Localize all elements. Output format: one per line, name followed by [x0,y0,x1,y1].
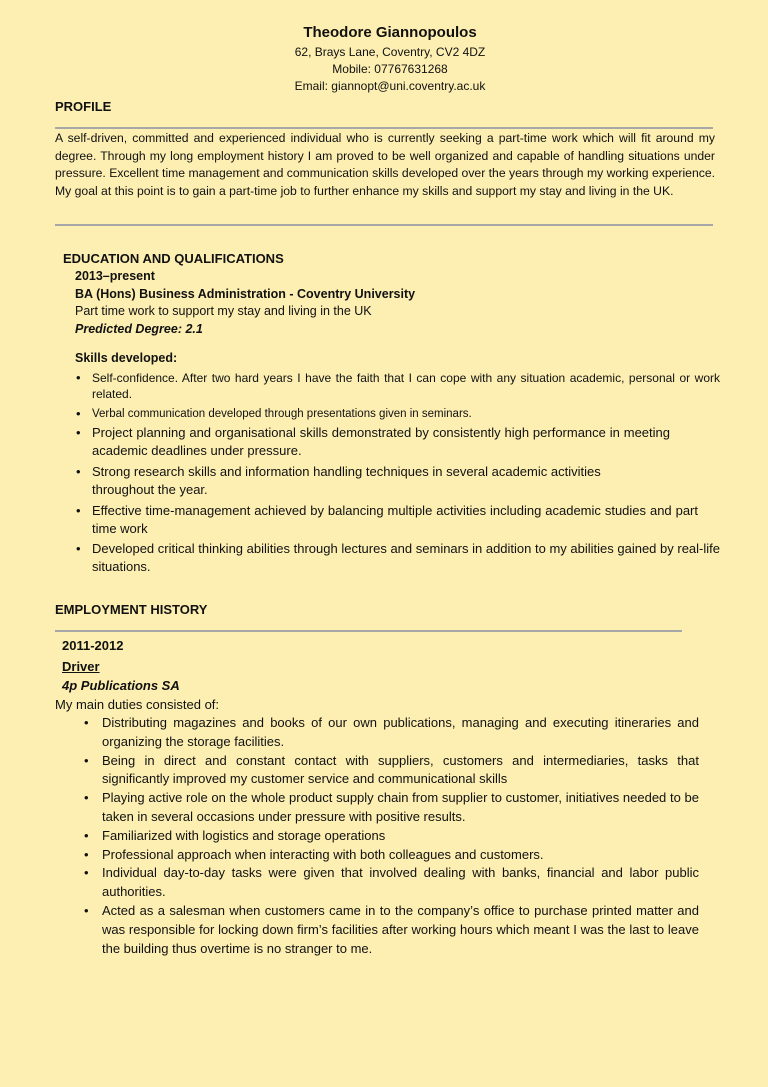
employment-divider [55,630,682,632]
education-period: 2013–present [75,269,155,283]
candidate-name: Theodore Giannopoulos [303,24,477,41]
list-item: • Verbal communication developed through presentations given in seminars. [76,405,472,421]
list-item: • Being in direct and constant contact with suppliers, customers and intermediaries, tasks that significantly improved my customer service and communicational skills [84,752,699,787]
predicted-degree: Predicted Degree: 2.1 [75,321,203,336]
education-note: Part time work to support my stay and living in the UK [75,304,372,318]
company-name: 4p Publications SA [62,678,180,693]
bullet-icon: • [84,752,89,768]
profile-bottom-divider [55,224,713,226]
profile-heading: PROFILE [55,99,112,114]
degree-title: BA (Hons) Business Administration - Coventry University [75,286,416,301]
bullet-icon: • [84,902,89,918]
list-item: • Playing active role on the whole product supply chain from supplier to customer, initiatives needed to be taken in several occasions under pressure with positive results. [84,790,699,824]
list-item: • Self-confidence. After two hard years I have the faith that I can cope with any situation academic, personal or work related. [76,369,720,401]
list-item: • Professional approach when interacting with both colleagues and customers. [83,846,699,865]
list-item: • Acted as a salesman when customers came in to the company’s office to purchase printed matter and was responsible for locking down firm’s facilities after working hours which meant I was the last to leave the building thus overtime is no stranger to me. [84,902,699,956]
bullet-icon: • [84,846,89,862]
address: 62, Brays Lane, Coventry, CV2 4DZ [294,45,486,59]
bullet-icon: • [76,464,81,479]
skills-heading: Skills developed: [75,351,178,365]
bullet-icon: • [76,369,81,385]
duties-list [83,714,699,958]
list-item: • Effective time-management achieved by balancing multiple activities including academic studies and part time work [76,503,698,536]
list-item: • Developed critical thinking abilities through lectures and seminars in addition to my abilities gained by real-life situations. [76,541,720,574]
list-item: • Project planning and organisational skills demonstrated by consistently high performance in meeting academic deadlines under pressure. [76,425,670,458]
education-section [75,268,720,576]
profile-top-divider [55,127,713,129]
list-item: • Individual day-to-day tasks were given that involved dealing with banks, financial and labor public authorities. [84,865,699,900]
bullet-icon: • [84,865,89,881]
employment-heading: EMPLOYMENT HISTORY [55,602,208,617]
duties-intro: My main duties consisted of: [55,697,220,712]
profile-text: A self-driven, committed and experienced individual who is currently seeking a part-time work which will fit around my degree. Through my long employment history I am proved to be well organized and capable of handling situations under pressure. Excellent time management and communication skills developed over the years through my working experience. My goal at this point is to gain a part-time job to further enhance my skills and support my stay and living in the UK. [55,131,715,198]
job-role: Driver [62,659,100,674]
bullet-icon: • [84,790,89,806]
bullet-icon: • [76,405,81,421]
bullet-icon: • [76,503,81,518]
list-item: • Distributing magazines and books of our own publications, managing and executing itineraries and organizing the storage facilities. [84,715,699,749]
employment-period: 2011-2012 [62,638,124,653]
email-address: Email: giannopt@uni.coventry.ac.uk [294,79,486,93]
education-heading: EDUCATION AND QUALIFICATIONS [63,251,284,266]
bullet-icon: • [76,425,81,440]
bullet-icon: • [84,715,89,730]
skills-list [75,370,720,577]
list-item: • Strong research skills and information handling techniques in several academic activities throughout the year. [76,464,601,497]
mobile-number: Mobile: 07767631268 [332,62,448,76]
bullet-icon: • [76,541,81,556]
employment-section [55,636,705,958]
bullet-icon: • [84,827,89,843]
list-item: • Familiarized with logistics and storage operations [83,827,699,846]
contact-header [250,22,530,95]
